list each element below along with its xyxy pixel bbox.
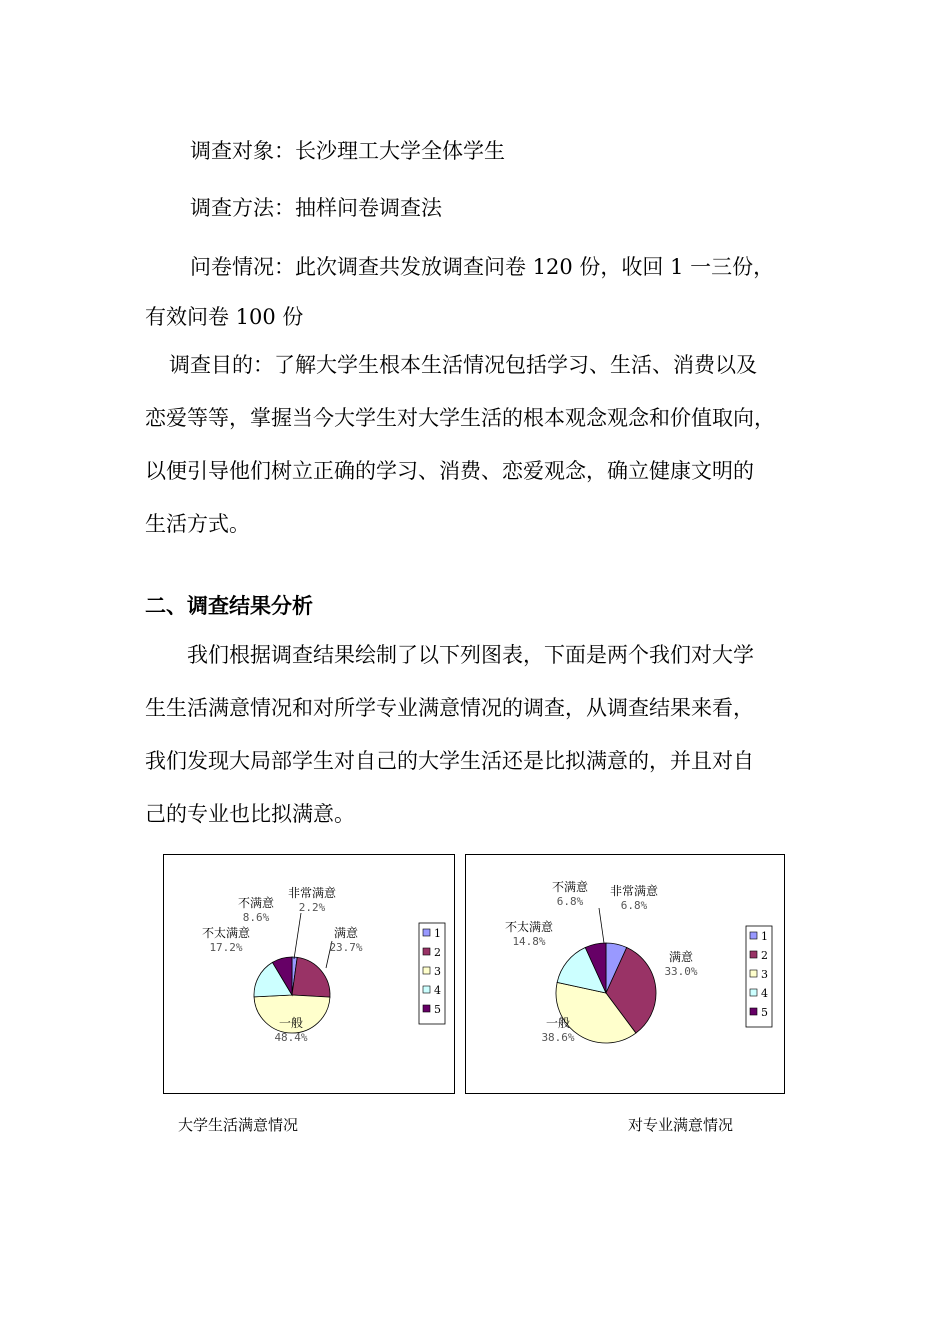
slice-percent: 23.7%	[329, 941, 363, 954]
legend-label: 3	[761, 968, 768, 981]
legend-label: 5	[434, 1003, 441, 1016]
legend-label: 4	[434, 984, 441, 997]
major-satisfaction-chart	[465, 854, 785, 1094]
slice-label: 不太满意	[201, 926, 251, 940]
major-satisfaction-pie-svg	[466, 855, 784, 1093]
legend-label: 2	[761, 949, 768, 962]
slice-percent: 17.2%	[209, 941, 243, 954]
leader-line	[294, 913, 301, 959]
legend-swatch	[423, 967, 430, 974]
slice-label: 一般	[545, 1016, 571, 1030]
slice-label: 不太满意	[504, 920, 554, 934]
slice-label: 满意	[333, 926, 359, 940]
slice-percent: 6.8%	[556, 895, 584, 908]
survey-subject: 调查对象：长沙理工大学全体学生	[190, 139, 505, 163]
slice-percent: 14.8%	[512, 935, 546, 948]
legend-swatch	[423, 1005, 430, 1012]
slice-label: 不满意	[237, 896, 275, 910]
slice-percent: 6.8%	[620, 899, 648, 912]
life-satisfaction-chart	[163, 854, 455, 1094]
legend-swatch	[750, 951, 757, 958]
legend-label: 5	[761, 1006, 768, 1019]
legend-label: 2	[434, 946, 441, 959]
slice-label: 非常满意	[609, 884, 659, 898]
slice-label: 满意	[668, 950, 694, 964]
legend-swatch	[750, 1008, 757, 1015]
legend-swatch	[750, 932, 757, 939]
slice-label: 非常满意	[287, 886, 337, 900]
survey-purpose: 调查目的：了解大学生根本生活情况包括学习、生活、消费以及 恋爱等等，掌握当今大学生对大学生活的根本观念观念和价值取向， 以便引导他们树立正确的学习、消费、恋爱观念，确立健康文明的 生活方式。	[145, 353, 775, 536]
legend-swatch	[423, 929, 430, 936]
legend-label: 1	[761, 930, 768, 943]
section-paragraph: 我们根据调查结果绘制了以下列图表，下面是两个我们对大学 生生活满意情况和对所学专业满意情况的调查，从调查结果来看， 我们发现大局部学生对自己的大学生活还是比拟满意的，并且对自 己的专业也比拟满意。	[145, 643, 754, 826]
section-heading: 二、调查结果分析	[145, 594, 313, 618]
survey-method: 调查方法：抽样问卷调查法	[190, 196, 442, 220]
legend-swatch	[423, 948, 430, 955]
legend-swatch	[750, 989, 757, 996]
life-satisfaction-pie-svg	[164, 855, 454, 1093]
pie-slice	[292, 957, 330, 997]
legend-label: 3	[434, 965, 441, 978]
legend-label: 1	[434, 927, 441, 940]
slice-percent: 2.2%	[298, 901, 326, 914]
major-satisfaction-caption: 对专业满意情况	[628, 1116, 734, 1134]
slice-label: 一般	[278, 1016, 304, 1030]
slice-percent: 38.6%	[541, 1031, 575, 1044]
slice-percent: 33.0%	[664, 965, 698, 978]
legend-label: 4	[761, 987, 768, 1000]
slice-percent: 8.6%	[242, 911, 270, 924]
slice-percent: 48.4%	[274, 1031, 308, 1044]
life-satisfaction-caption: 大学生活满意情况	[178, 1116, 299, 1134]
legend-swatch	[423, 986, 430, 993]
legend-swatch	[750, 970, 757, 977]
slice-label: 不满意	[551, 880, 589, 894]
leader-line	[599, 908, 604, 943]
survey-questionnaire: 问卷情况：此次调查共发放调查问卷 120 份，收回 1 一三份， 有效问卷 100 份	[145, 255, 775, 329]
